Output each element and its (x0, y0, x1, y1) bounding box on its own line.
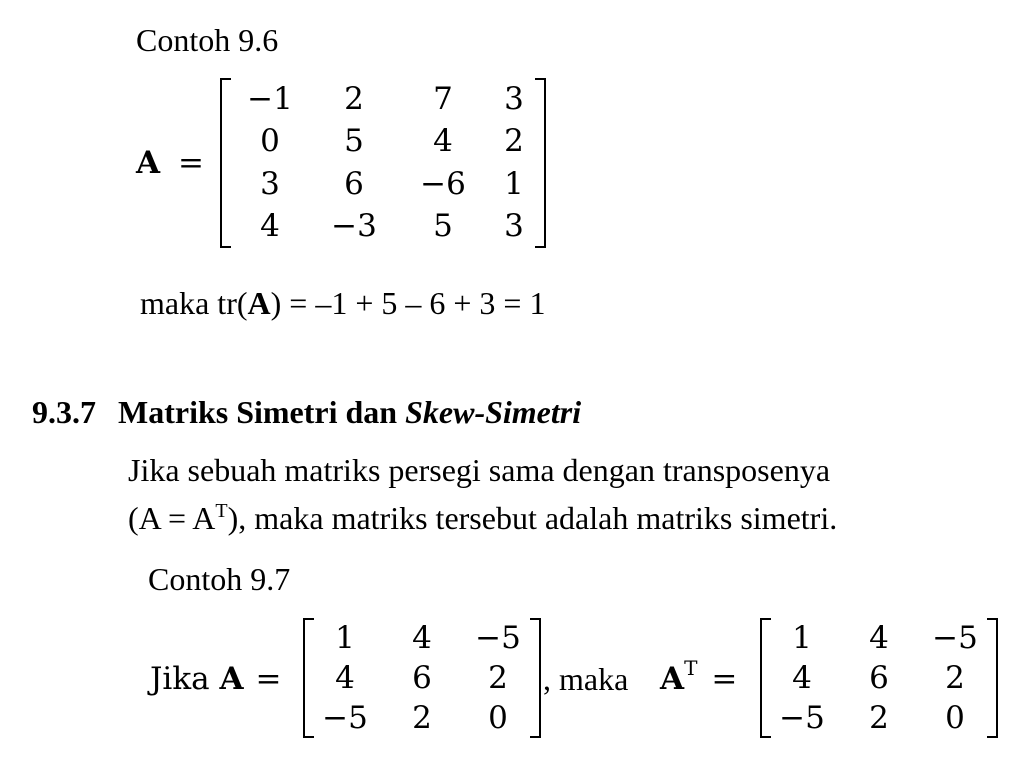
matrix-cell: 4 (869, 619, 889, 656)
transpose-superscript: T (215, 500, 228, 522)
matrix-cell: 6 (344, 165, 364, 202)
section-title: Matriks Simetri dan (118, 394, 406, 430)
equals-sign: = (178, 145, 204, 181)
trace-prefix: maka tr( (140, 285, 248, 321)
matrix-cell: 2 (869, 699, 889, 736)
matrix-cell: 0 (945, 699, 965, 736)
matrix-cell: −5 (322, 699, 368, 736)
matrix-cell: −3 (331, 208, 377, 245)
matrix-cell: 0 (260, 123, 280, 160)
matrix-cell: 1 (504, 165, 524, 202)
left-bracket (303, 618, 314, 738)
matrix-cell: 4 (260, 208, 280, 245)
matrix-cell: −1 (247, 80, 293, 117)
left-bracket (220, 78, 231, 248)
matrix-cell: 6 (412, 659, 432, 696)
matrix-cell: 5 (344, 123, 364, 160)
matrix-cell: 0 (488, 699, 508, 736)
matrix-cell: 2 (488, 659, 508, 696)
matrix-cell: −5 (475, 619, 521, 656)
matrix-cell: 3 (260, 165, 280, 202)
matrix-cell: 2 (504, 123, 524, 160)
example-title: Contoh 9.6 (136, 22, 279, 58)
matrix-cell: 3 (504, 80, 524, 117)
matrix-a-4x4 (220, 78, 546, 248)
lead-text: Jika (150, 661, 220, 697)
matrix-cell: 1 (792, 619, 812, 656)
right-bracket (987, 618, 998, 738)
transpose-superscript: T (684, 656, 698, 680)
matrix-label-a: A (219, 661, 244, 697)
equals-sign: = (711, 661, 738, 697)
matrix-cell: 5 (433, 208, 453, 245)
matrix-cell: 4 (433, 123, 453, 160)
definition-line-2 (128, 502, 837, 534)
transpose-matrix-label: A (660, 661, 685, 697)
definition-part-b: ), maka matriks tersebut adalah matriks simetri. (227, 500, 838, 536)
matrix-cell: 4 (412, 619, 432, 656)
section-number: 9.3.7 (32, 394, 96, 430)
matrix-a-3x3 (303, 618, 541, 738)
matrix-cell: 2 (344, 80, 364, 117)
definition-line-1: Jika sebuah matriks persegi sama dengan transposenya (128, 452, 831, 488)
section-heading (32, 396, 581, 428)
matrix-cell: −5 (779, 699, 825, 736)
section-title-italic: Skew-Simetri (405, 394, 582, 430)
equals-sign: = (255, 661, 282, 697)
matrix-cell: 2 (412, 699, 432, 736)
trace-equation (140, 287, 545, 319)
matrix-cell: 3 (504, 208, 524, 245)
transpose-label-group (660, 656, 738, 697)
example-title: Contoh 9.7 (148, 561, 291, 597)
matrix-cell: −6 (420, 165, 466, 202)
trace-suffix: ) = –1 + 5 – 6 + 3 = 1 (270, 285, 546, 321)
definition-part-a: (A = A (128, 500, 216, 536)
matrix-a-transpose (760, 618, 998, 738)
matrix-cell: 2 (945, 659, 965, 696)
matrix-label-a: A (136, 145, 161, 181)
left-bracket (760, 618, 771, 738)
matrix-cell: 4 (335, 659, 355, 696)
matrix-cell: 7 (433, 80, 453, 117)
matrix-cell: 6 (869, 659, 889, 696)
matrix-cell: −5 (932, 619, 978, 656)
matrix-cell: 4 (792, 659, 812, 696)
trace-matrix-label: A (247, 285, 271, 321)
example2-lead (150, 661, 282, 697)
right-bracket (530, 618, 541, 738)
right-bracket (535, 78, 546, 248)
then-text: , maka (543, 661, 629, 697)
matrix-cell: 1 (335, 619, 355, 656)
